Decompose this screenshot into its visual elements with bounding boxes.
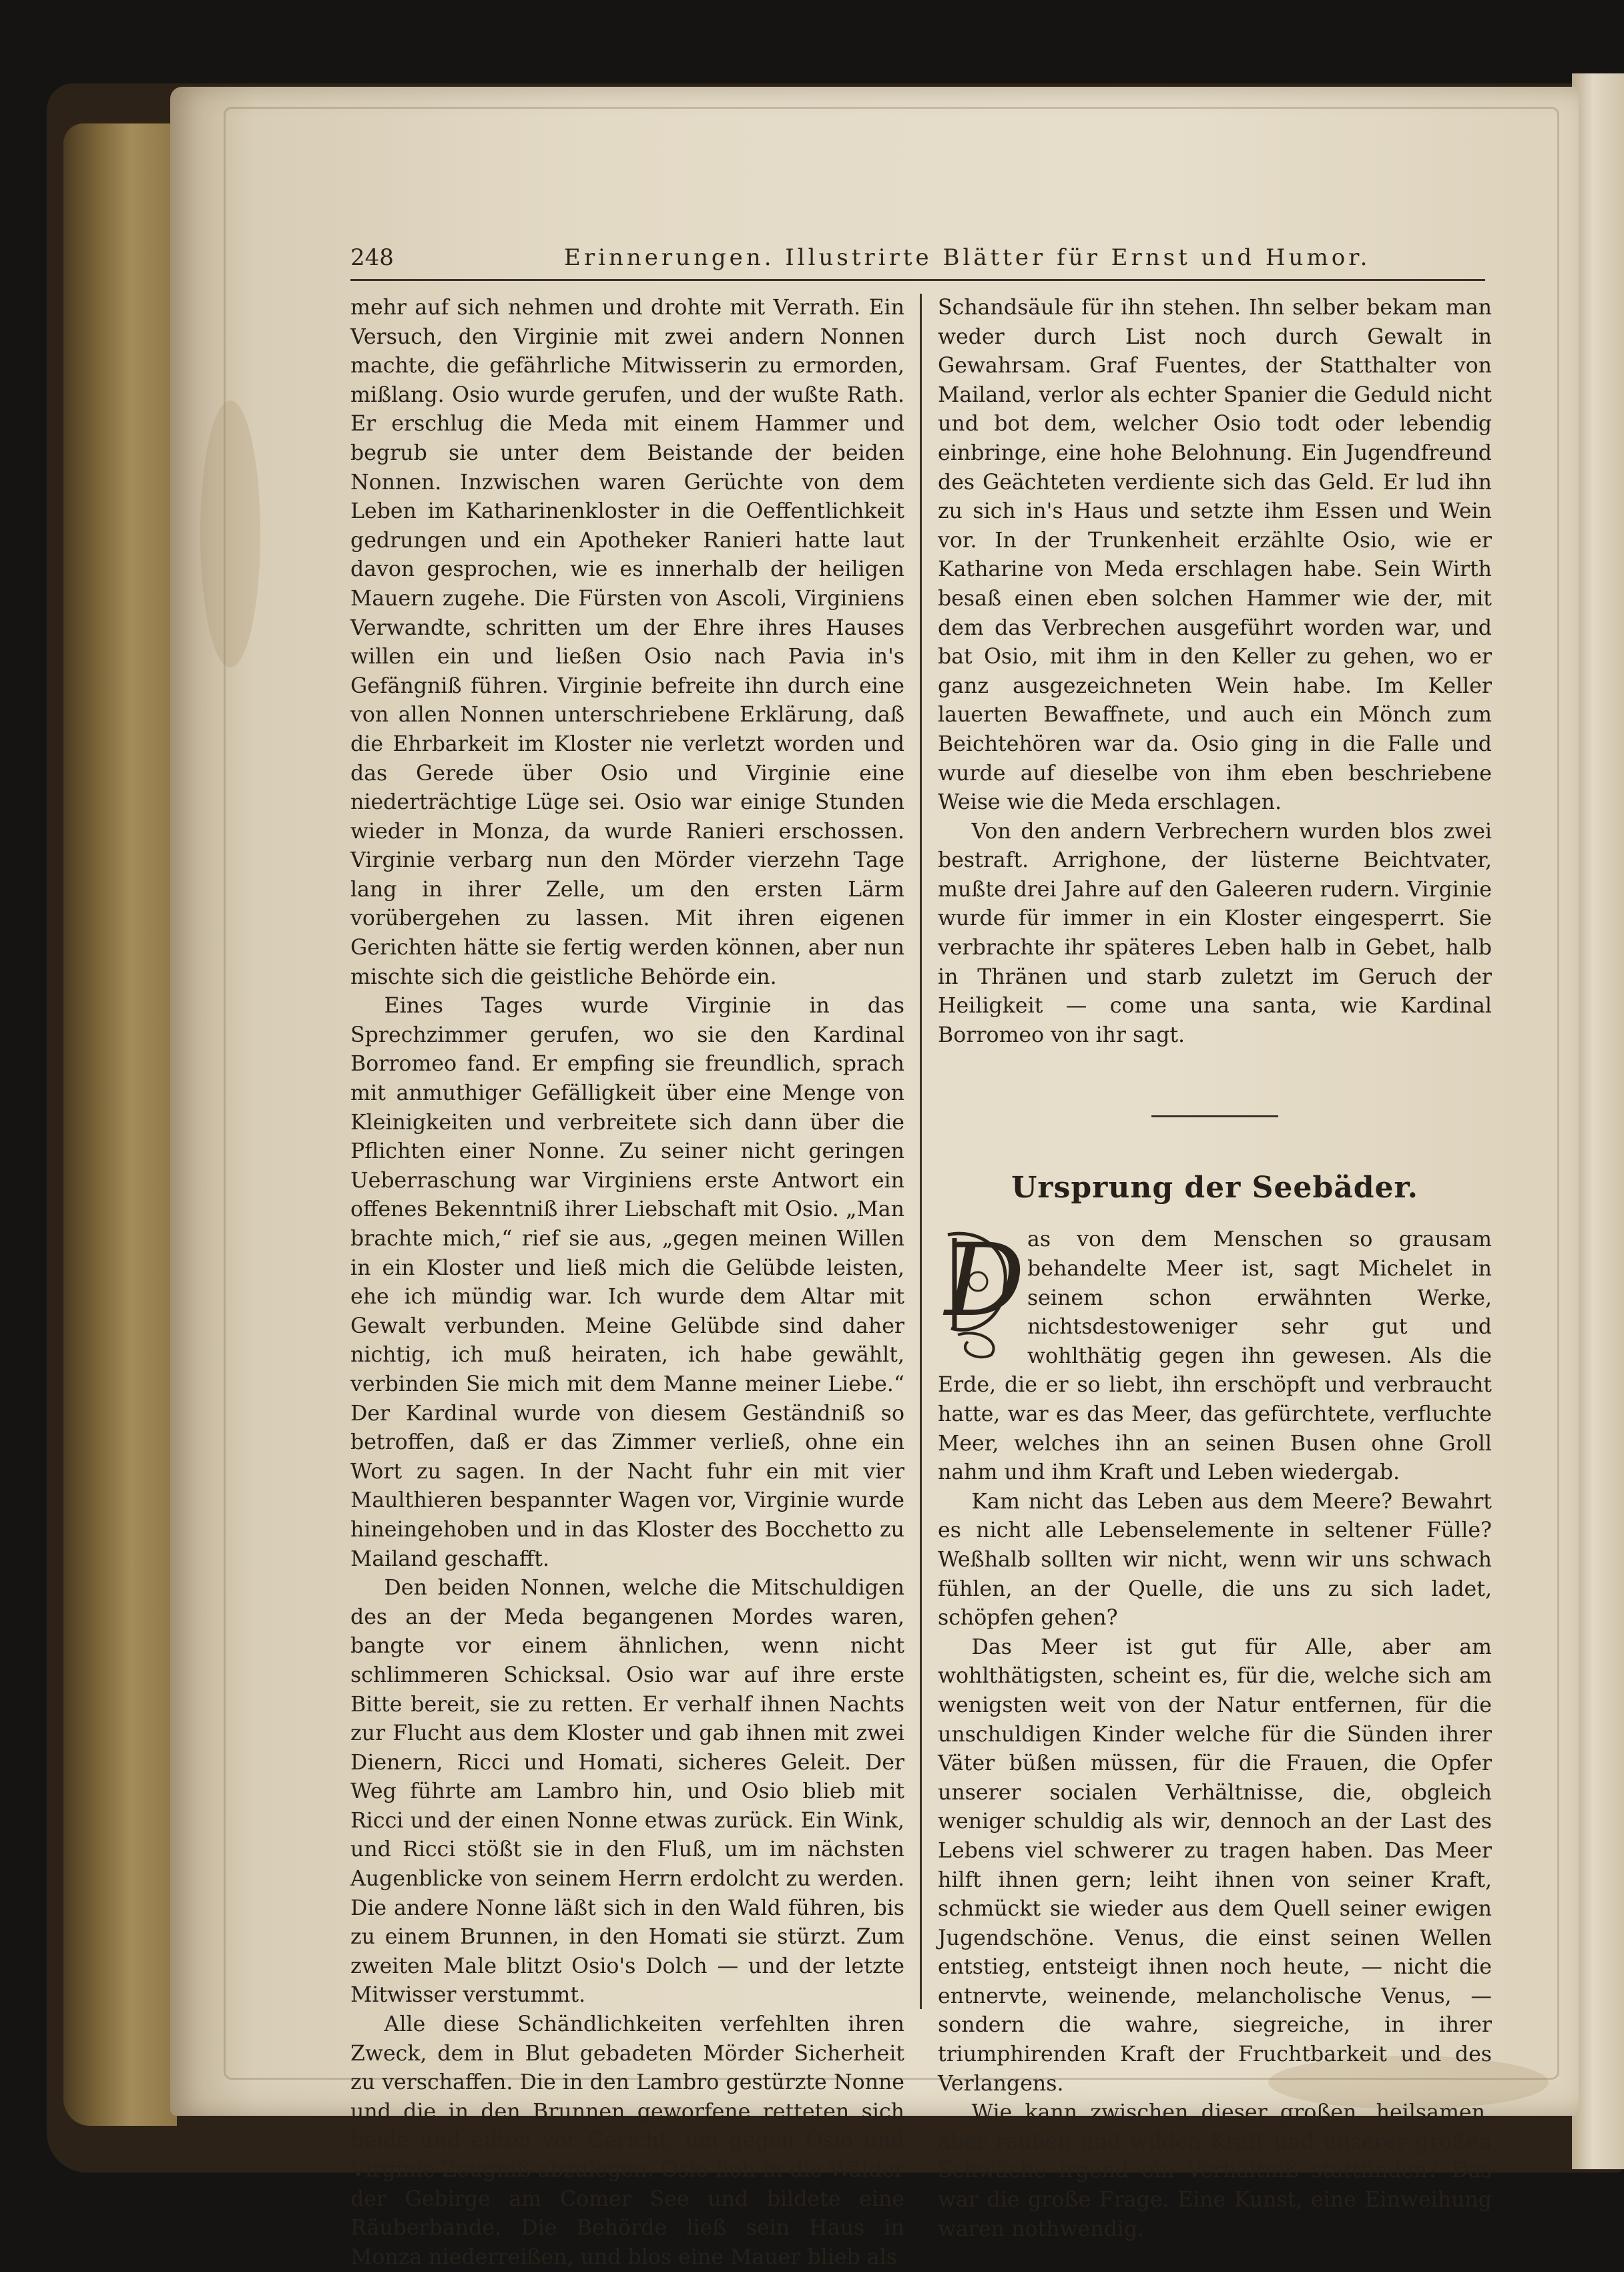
paragraph: Kam nicht das Leben aus dem Meere? Bewahrt es nicht alle Lebenselemente in seltener Fülle? Weßhalb sollten wir nicht, wenn wir uns schwach fühlen, an der Quelle, die uns zu sich ladet, schöpfen gehen? bbox=[938, 1489, 1492, 1631]
page-stain bbox=[200, 400, 260, 667]
paragraph: mehr auf sich nehmen und drohte mit Verrath. Ein Versuch, den Virginie mit zwei andern Nonnen machte, die gefährliche Mitwisserin zu ermorden, mißlang. Osio wurde gerufen, und der wußte Rath. Er erschlug die Meda mit einem Hammer und begrub sie unter dem Beistande der beiden Nonnen. Inzwischen waren Gerüchte von dem Leben im Katharinenkloster in die Oeffentlichkeit gedrungen und ein Apotheker Ranieri hatte laut davon gesprochen, wie es innerhalb der heiligen Mauern zugehe. Die Fürsten von Ascoli, Virginiens Verwandte, schritten um der Ehre ihres Hauses willen ein und ließen Osio nach Pavia in's Gefängniß führen. Virginie befreite ihn durch eine von allen Nonnen unterschriebene Erklärung, daß die Ehrbarkeit im Kloster nie verletzt worden und das Gerede über Osio und Virginie eine niederträchtige Lüge sei. Osio war einige Stunden wieder in Monza, da wurde Ranieri erschossen. Virginie verbarg nun den Mörder vierzehn Tage lang in ihrer Zelle, um den ersten Lärm vorübergehen zu lassen. Mit ihren eigenen Gerichten hätte sie fertig werden können, aber nun mischte sich die geistliche Behörde ein. bbox=[350, 296, 904, 989]
page-number: 248 bbox=[350, 244, 394, 271]
dropcap-ornament bbox=[938, 1223, 1025, 1362]
dropcap-letter: D bbox=[944, 1223, 1025, 1340]
paragraph: Eines Tages wurde Virginie in das Sprechzimmer gerufen, wo sie den Kardinal Borromeo fand. Er empfing sie freundlich, sprach mit anmuthiger Gefälligkeit über eine Menge von Kleinigkeiten und verbreitete sich dann über die Pflichten einer Nonne. Zu seiner nicht geringen Ueberraschung war Virginiens erste Antwort ein offenes Bekenntniß ihrer Liebschaft mit Osio. „Man brachte mich,“ rief sie aus, „gegen meinen Willen in ein Kloster und ließ mich die Gelübde leisten, ehe ich mündig war. Ich wurde dem Altar mit Gewalt verbunden. Meine Gelübde sind daher nichtig, ich muß heiraten, ich habe gewählt, verbinden Sie mich mit dem Manne meiner Liebe.“ Der Kardinal wurde von diesem Geständniß so betroffen, daß er das Zimmer verließ, ohne ein Wort zu sagen. In der Nacht fuhr ein mit vier Maulthieren bespannter Wagen vor, Virginie wurde hineingehoben und in das Kloster des Bocchetto zu Mailand geschafft. bbox=[350, 994, 904, 1571]
paragraph: Den beiden Nonnen, welche die Mitschuldigen des an der Meda begangenen Mordes waren, bangte vor einem ähnlichen, wenn nicht schlimmeren Schicksal. Osio war auf ihre erste Bitte bereit, sie zu retten. Er verhalf ihnen Nachts zur Flucht aus dem Kloster und gab ihnen mit zwei Dienern, Ricci und Homati, sicheres Geleit. Der Weg führte am Lambro hin, und Osio blieb mit Ricci und der einen Nonne etwas zurück. Ein Wink, und Ricci stößt sie in den Fluß, um im nächsten Augenblicke von seinem Herrn erdolcht zu werden. Die andere Nonne läßt sich in den Wald führen, bis zu einem Brunnen, in den Homati sie stürzt. Zum zweiten Male blitzt Osio's Dolch — und der letzte Mitwisser verstummt. bbox=[350, 1576, 904, 2008]
page-edges-left bbox=[63, 123, 177, 2126]
section-divider bbox=[1151, 1115, 1278, 1117]
header-title: Erinnerungen. Illustrirte Blätter für Ernst und Humor. bbox=[564, 244, 1371, 271]
paragraph: Von den andern Verbrechern wurden blos zwei bestraft. Arrighone, der lüsterne Beichtvater, mußte drei Jahre auf den Galeeren rudern. Virginie wurde für immer in ein Kloster eingesperrt. Sie verbrachte ihr späteres Leben halb in Gebet, halb in Thränen und starb zuletzt im Geruch der Heiligkeit — come una santa, wie Kardinal Borromeo von ihr sagt. bbox=[938, 819, 1492, 1047]
header-rule bbox=[350, 279, 1485, 281]
paragraph bbox=[938, 1225, 1492, 1487]
running-header bbox=[350, 240, 1485, 280]
left-column bbox=[350, 294, 904, 2272]
paragraph: Alle diese Schändlichkeiten verfehlten ihren Zweck, dem in Blut gebadeten Mörder Sicherheit zu verschaffen. Die in den Lambro gestürzte Nonne und die in den Brunnen geworfene retteten sich beide und eilten vor Gericht, um gegen Osio und Virginie Zeugniß abzulegen. Osio floh in die Wälder der Gebirge am Comer See und bildete eine Räuberbande. Die Behörde ließ sein Haus in Monza niederreißen, und blos eine Mauer blieb als bbox=[350, 2012, 904, 2269]
right-column bbox=[938, 294, 1492, 2244]
paragraph-text: as von dem Menschen so grausam behandelte Meer ist, sagt Michelet in seinem schon erwähnten Werke, nichtsdestoweniger sehr gut und wohlthätig gegen ihn gewesen. Als die Erde, die er so liebt, ihn erschöpft und verbraucht hatte, war es das Meer, das gefürchtete, verfluchte Meer, welches ihn an seinen Busen ohne Groll nahm und ihm Kraft und Leben wiedergab. bbox=[938, 1227, 1492, 1485]
paragraph: Schandsäule für ihn stehen. Ihn selber bekam man weder durch List noch durch Gewalt in Gewahrsam. Graf Fuentes, der Statthalter von Mailand, verlor als echter Spanier die Geduld nicht und bot dem, welcher Osio todt oder lebendig einbringe, eine hohe Belohnung. Ein Jugendfreund des Geächteten verdiente sich das Geld. Er lud ihn zu sich in's Haus und setzte ihm Essen und Wein vor. In der Trunkenheit erzählte Osio, wie er Katharine von Meda erschlagen habe. Sein Wirth besaß einen eben solchen Hammer wie der, mit dem das Verbrechen ausgeführt worden war, und bat Osio, mit ihm in den Keller zu gehen, wo er ganz ausgezeichneten Wein habe. Im Keller lauerten Bewaffnete, und auch ein Mönch zum Beichtehören war da. Osio ging in die Falle und wurde auf dieselbe von ihm eben beschriebene Weise wie die Meda erschlagen. bbox=[938, 296, 1492, 815]
paragraph: Wie kann zwischen dieser großen, heilsamen, aber rauhen und wilden Kraft und unserer großen Schwäche irgend ein Verhältniß stattfinden? Das war die große Frage. Eine Kunst, eine Einweihung waren nothwendig. bbox=[938, 2100, 1492, 2241]
section-title: Ursprung der Seebäder. bbox=[1011, 1171, 1418, 1205]
column-divider bbox=[920, 294, 922, 2009]
page-edges-right bbox=[1572, 73, 1624, 2169]
paragraph: Das Meer ist gut für Alle, aber am wohlthätigsten, scheint es, für die, welche sich am wenigsten weit von der Natur entfernen, für die unschuldigen Kinder welche für die Sünden ihrer Väter büßen müssen, für die Frauen, die Opfer unserer socialen Verhältnisse, die, obgleich weniger schuldig als wir, dennoch an der Last des Lebens viel schwerer zu tragen haben. Das Meer hilft ihnen gern; leiht ihnen von seiner Kraft, schmückt sie wieder aus dem Quell seiner ewigen Jugendschöne. Venus, die einst seinen Wellen entstieg, entsteigt ihnen noch heute, — nicht die entnervte, weinende, melancholische Venus, — sondern die wahre, siegreiche, in ihrer triumphirenden Kraft der Fruchtbarkeit und des Verlangens. bbox=[938, 1635, 1492, 2096]
